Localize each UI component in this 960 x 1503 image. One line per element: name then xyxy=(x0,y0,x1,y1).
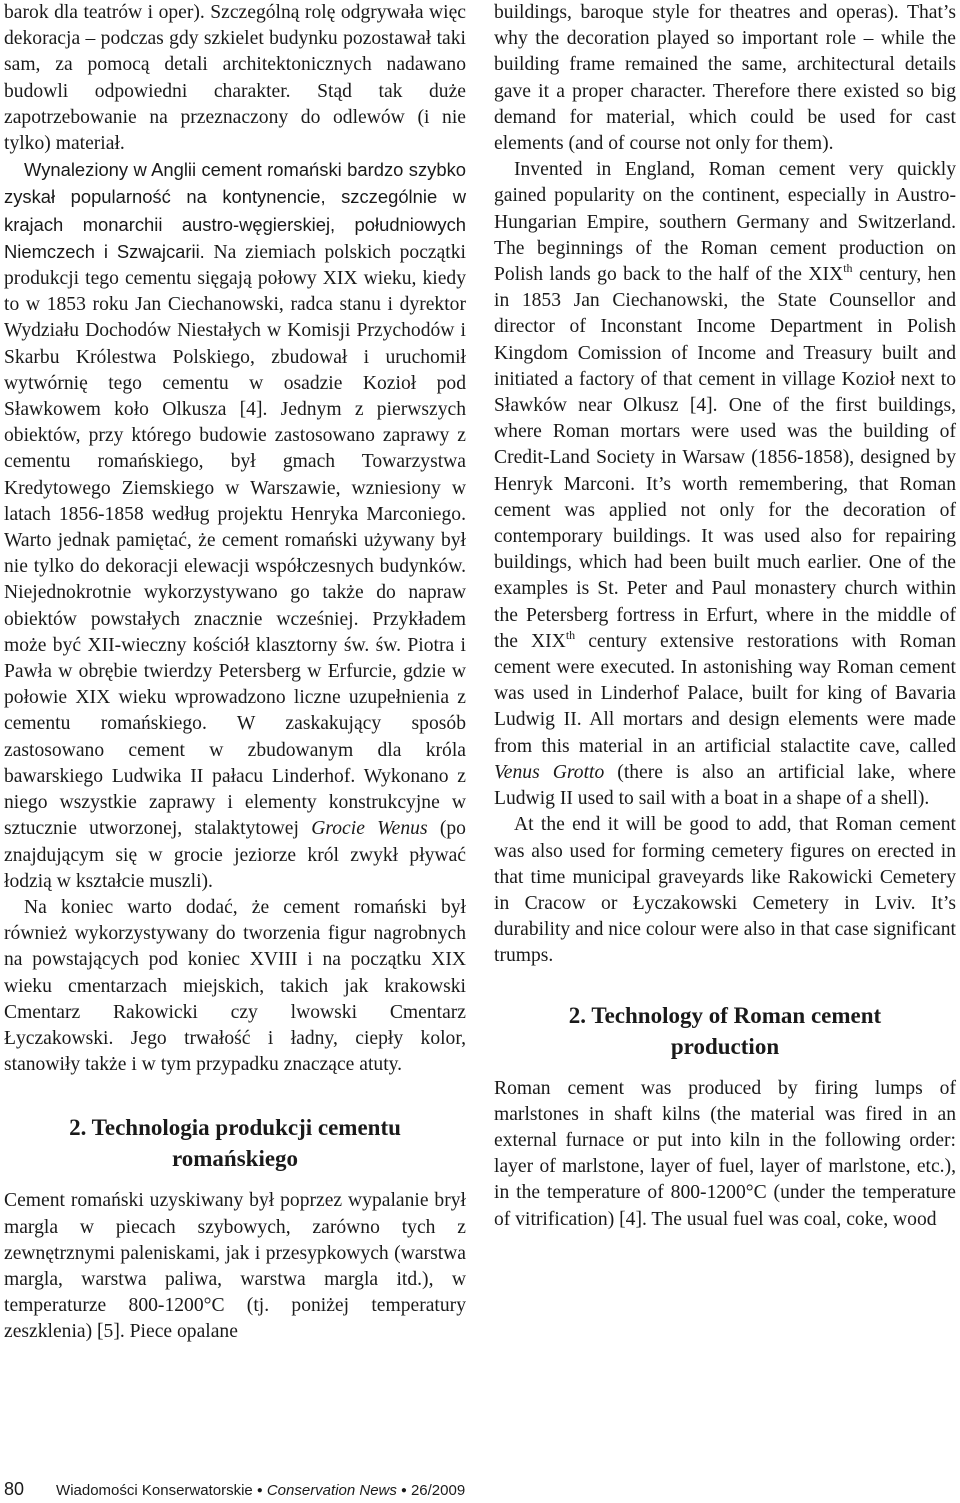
polish-text-column xyxy=(4,0,466,1346)
paragraph-text-span: century, hen in 1853 Jan Ciechanowski, the State Counsellor and director of Inconstant Income Department in Polish Kingdom Comission of Income and Treasury built and initiated a factory of that cement in village Kozioł next to Sławków near Olkusz [4]. One of the first buildings, where Roman mortars were used was the building of Credit-Land Society in Warsaw (1856-1858), designed by Henryk Marconi. It’s worth remembering, that Roman cement was applied not only for the decoration of contemporary buildings. It was used also for repairing buildings, which had been built much earlier. One of the examples is St. Peter and Paul monastery church within the Petersberg fortress in Erfurt, where in the middle of the XIX xyxy=(494,264,956,652)
paragraph-technology: Roman cement was produced by firing lumps of marlstones in shaft kilns (the material was fired in an external furnace or put into kiln in the following order: layer of marlstone, layer of fuel, layer of marlstone, etc.), in the temperature of 800-1200°C (under the temperature of vitrification) [4]. The usual fuel was coal, coke, wood xyxy=(494,1077,956,1230)
superscript: th xyxy=(843,261,853,276)
paragraph-theatre-decoration: buildings, baroque style for theatres and operas). That’s why the decoration played so important role – while the building frame remained the same, architectural details gave it a proper character. Therefore there existed so big demand for material, which could be used for cast elements (and of course not only for them). xyxy=(494,2,956,155)
paragraph-text-span: Invented in England, Roman cement very quickly gained popularity on the continent, especially in Austro-Hungarian Empire, southern Germany and Switzerland. The beginnings of the Roman cement production on Polish lands go back to the half of the XIX xyxy=(494,159,956,286)
heading-line: 2. Technology of Roman cement xyxy=(568,1002,882,1028)
journal-name-english: Conservation News xyxy=(266,1482,397,1499)
paragraph-theatre-decoration: barok dla teatrów i oper). Szczególną rolę odgrywała więc dekoracja – podczas gdy szkielet budynku pozostawał taki sam, za pomocą detali architektonicznych nadawano budowli odpowiedni charakter. Stąd tak duże zapotrzebowanie na przeznaczony do odlewów (i nie tylko) materiał. xyxy=(4,2,466,155)
english-text-column xyxy=(494,0,956,1233)
italic-term: Grocie Wenus xyxy=(311,818,428,840)
sans-serif-text-span: Wynaleziony w Anglii cement romański bardzo szybko zyskał popularność na kontynencie, szczególnie w krajach monarchii austro-węgierskiej, południowych Niemczech i Szwajcarii. xyxy=(4,159,466,262)
italic-term: Venus Grotto xyxy=(494,761,605,783)
heading-line: 2. Technologia produkcji cementu xyxy=(69,1115,401,1141)
bullet-separator: ● xyxy=(400,1485,407,1496)
journal-name-polish: Wiadomości Konserwatorskie xyxy=(56,1482,253,1499)
paragraph-text-span: Na ziemiach polskich początki produkcji tego cementu sięgają połowy XIX wieku, kiedy to w 1853 roku Jan Ciechanowski, radca stanu i dyrektor Wydziału Dochodów Niestałych w Komisji Przychodów i Skarbu Królestwa Polskiego, zbudował i uruchomił wytwórnię tego cementu w osadzie Kozioł pod Sławkowem koło Olkusza [4]. Jednym z pierwszych obiektów, przy którego budowie zastosowano zaprawy z cementu romańskiego, był gmach Towarzystwa Kredytowego Ziemskiego w Warszawie, wzniesiony w latach 1856-1858 według projektu Henryka Marconiego. Warto jednak pamiętać, że cement romański używany był nie tylko do dekoracji elewacji współczesnych budynków. Niejednokrotnie wykorzystywano go także do napraw obiektów powstałych znacznie wcześniej. Przykładem może być XII-wieczny kościół klasztorny św. św. Piotra i Pawła w obrębie twierdzy Petersberg w Erfurcie, gdzie w połowie XIX wieku wprowadzono liczne uzupełnienia z cementu romańskiego. W zaskakujący sposób zastosowano cement w zbudowanym dla króla bawarskiego Ludwika II pałacu Linderhof. Wykonano z niego wszystkie zaprawy i elementy konstrukcyjne w sztucznie utworzonej, stalaktytowej xyxy=(4,241,466,840)
section-heading xyxy=(494,1000,956,1062)
page-footer xyxy=(4,1479,704,1503)
superscript: th xyxy=(565,627,576,642)
paragraph-cement-history xyxy=(4,157,466,895)
paragraph-text-span: century extensive restorations with Roman cement were executed. In astonishing way Roman cement was used in Linderhof Palace, built for king of Bavaria Ludwig II. All mortars and design elements were made from this material in an artificial stalactite cave, called xyxy=(494,630,956,757)
paragraph-cement-history xyxy=(494,157,956,812)
heading-line: production xyxy=(670,1033,780,1059)
page-number: 80 xyxy=(4,1479,25,1499)
section-heading xyxy=(4,1112,466,1174)
paragraph-text-span: (there is also an artificial lake, where Ludwig II used to sail with a boat in a shape of a shell). xyxy=(494,761,956,810)
paragraph-cemetery-figures: At the end it will be good to add, that Roman cement was also used for forming cemetery figures on erected in that time municipal graveyards like Rakowicki Cemetery in Cracow or Łyczakowski Cemetery in Lviv. It’s durability and nice colour were also in that case significant trumps. xyxy=(494,814,956,967)
paragraph-text-span: (po znajdującym się w grocie jeziorze król zwykł pływać łodzią w kształcie muszli). xyxy=(4,818,466,892)
paragraph-cemetery-figures: Na koniec warto dodać, że cement romański był również wykorzystywany do tworzenia figur nagrobnych na powstających pod koniec XVIII i na początku XIX wieku cmentarzach miejskich, takich jak krakowski Cmentarz Rakowicki czy lwowski Cmentarz Łyczakowski. Jego trwałość i ładny, ciepły kolor, stanowiły także i w tym przypadku znaczące atuty. xyxy=(4,896,466,1076)
heading-line: romańskiego xyxy=(171,1146,299,1172)
issue-number: 26/2009 xyxy=(410,1482,466,1499)
bullet-separator: ● xyxy=(256,1485,263,1496)
paragraph-technology: Cement romański uzyskiwany był poprzez wypalanie brył margla w piecach szybowych, zarówno tych z zewnętrznymi paleniskami, jak i przesypkowych (warstwa margla, warstwa paliwa, warstwa margla itd.), w temperaturze 800-1200°C (tj. poniżej temperatury zeszklenia) [5]. Piece opalane xyxy=(4,1190,466,1343)
